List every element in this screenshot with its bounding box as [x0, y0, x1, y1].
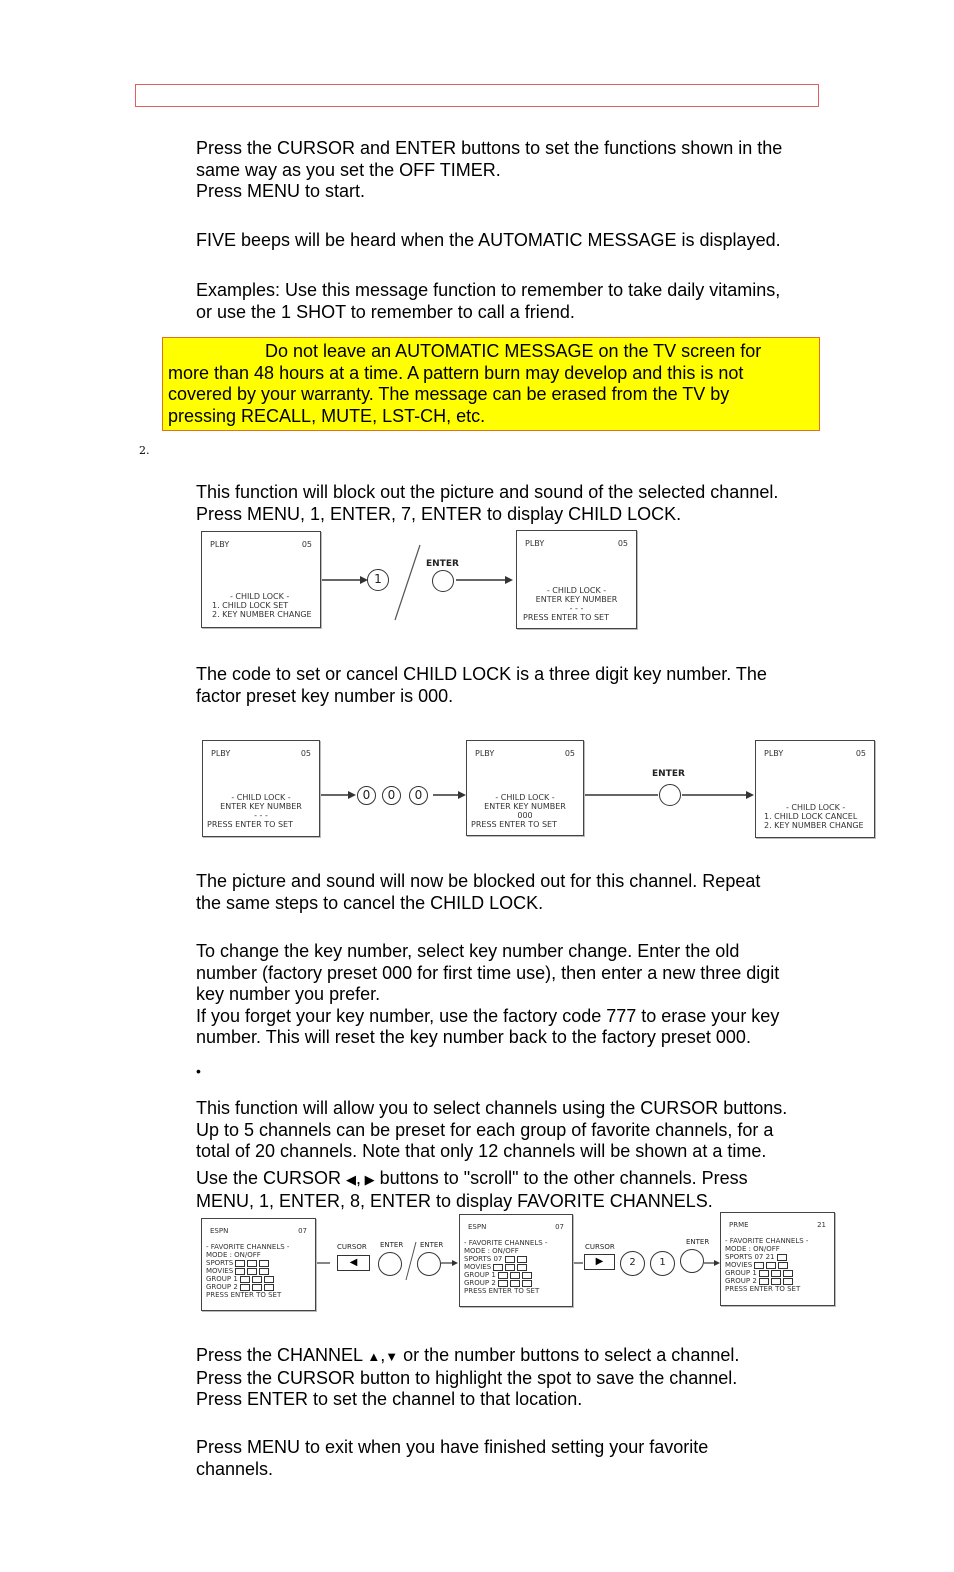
down-triangle-icon: ▼ [385, 1349, 399, 1364]
cursor-right-button [584, 1254, 615, 1270]
up-triangle-icon: ▲ [367, 1349, 381, 1364]
left-arrow-icon: ◀ [349, 1257, 358, 1268]
tv-screen-enter-key-000: PLBY 05 - CHILD LOCK - ENTER KEY NUMBER 000 PRESS ENTER TO SET [466, 740, 584, 836]
paragraph-favorite-channels: This function will allow you to select channels using the CURSOR buttons. Up to 5 channels can be preset for each group of favorite channels, for a total of 20 channels. Note that only 12 channels will be shown at a time. [196, 1098, 788, 1161]
enter-label-3c: ENTER [686, 1238, 710, 1246]
number-1-button: 1 [367, 569, 389, 591]
paragraph-five-beeps: FIVE beeps will be heard when the AUTOMATIC MESSAGE is displayed. [196, 230, 781, 250]
tv-screen-child-lock-cancel: PLBY 05 - CHILD LOCK - 1. CHILD LOCK CANCEL 2. KEY NUMBER CHANGE [755, 740, 875, 838]
enter-label-3a: ENTER [380, 1241, 404, 1249]
enter-button-circle-3b [417, 1252, 441, 1276]
cursor-label-2: CURSOR [585, 1243, 615, 1251]
paragraph-blocked-out: The picture and sound will now be blocked out for this channel. Repeat the same steps to cancel the CHILD LOCK. [196, 871, 761, 913]
paragraph-channel-select: Press the CHANNEL ▲,▼ or the number buttons to select a channel. Press the CURSOR button to highlight the spot to save the channel. Press ENTER to set the channel to that location. [196, 1345, 740, 1409]
paragraph-key-number-code: The code to set or cancel CHILD LOCK is a three digit key number. The factor preset key number is 000. [196, 664, 767, 706]
paragraph-examples: Examples: Use this message function to remember to take daily vitamins, or use the 1 SHOT to remember to call a friend. [196, 280, 781, 322]
paragraph-change-key-number: To change the key number, select key number change. Enter the old number (factory preset 000 for first time use), then enter a new three digit key number you prefer. If you forget your key number, use the factory code 777 to erase your key number. This will reset the key number back to the factory preset 000. [196, 941, 780, 1047]
enter-button-circle-3a [378, 1252, 402, 1276]
enter-button-circle-3c [680, 1249, 704, 1273]
bullet: • [196, 1063, 201, 1079]
tv-screen-enter-key-number: PLBY 05 - CHILD LOCK - ENTER KEY NUMBER - - - PRESS ENTER TO SET [516, 530, 637, 629]
enter-label-3b: ENTER [420, 1241, 444, 1249]
cursor-left-button [337, 1255, 370, 1271]
enter-label-2: ENTER [652, 769, 685, 779]
digit-0-button-2: 0 [382, 786, 401, 805]
tv-screen-child-lock-menu: PLBY 05 - CHILD LOCK - 1. CHILD LOCK SET 2. KEY NUMBER CHANGE [201, 531, 321, 628]
paragraph-child-lock-intro: This function will block out the picture and sound of the selected channel. Press MENU, 1, ENTER, 7, ENTER to display CHILD LOCK. [196, 482, 779, 524]
warning-box: Do not leave an AUTOMATIC MESSAGE on the TV screen for more than 48 hours at a time. A pattern burn may develop and this is not covered by your warranty. The message can be erased from the TV by pressing RECALL, MUTE, LST-CH, etc. [162, 337, 820, 431]
digit-1-button: 1 [650, 1251, 675, 1276]
left-triangle-icon: ◀ [346, 1172, 357, 1187]
paragraph-cursor-enter: Press the CURSOR and ENTER buttons to set the functions shown in the same way as you set the OFF TIMER. Press MENU to start. [196, 138, 783, 201]
tv-screen-favorite-espn: ESPN 07 - FAVORITE CHANNELS - MODE : ON/OFF SPORTS MOVIES GROUP 1 GROUP 2 PRESS ENTER TO SET [201, 1218, 316, 1311]
right-triangle-icon: ▶ [361, 1172, 375, 1187]
paragraph-menu-exit: Press MENU to exit when you have finished setting your favorite channels. [196, 1437, 709, 1479]
right-arrow-icon: ▶ [595, 1256, 604, 1267]
digit-0-button-1: 0 [357, 786, 376, 805]
tv-screen-favorite-espn-set: ESPN 07 - FAVORITE CHANNELS - MODE : ON/OFF SPORTS 07 MOVIES GROUP 1 GROUP 2 PRESS ENTER TO SET [459, 1214, 573, 1307]
digit-2-button: 2 [620, 1251, 645, 1276]
enter-label: ENTER [426, 559, 459, 569]
digit-0-button-3: 0 [409, 786, 428, 805]
enter-button-circle-2 [659, 784, 681, 806]
tv-screen-favorite-prme: PRME 21 - FAVORITE CHANNELS - MODE : ON/OFF SPORTS 07 21 MOVIES GROUP 1 GROUP 2 PRESS ENTER TO SET [720, 1212, 835, 1306]
tv-screen-enter-key-blank: PLBY 05 - CHILD LOCK - ENTER KEY NUMBER - - - PRESS ENTER TO SET [202, 740, 320, 837]
paragraph-cursor-scroll: Use the CURSOR ◀, ▶ buttons to "scroll" to the other channels. Press MENU, 1, ENTER, 8, ENTER to display FAVORITE CHANNELS. [196, 1168, 748, 1211]
enter-button-circle [432, 570, 454, 592]
section-number: 2. [139, 444, 150, 457]
cursor-label: CURSOR [337, 1243, 367, 1251]
